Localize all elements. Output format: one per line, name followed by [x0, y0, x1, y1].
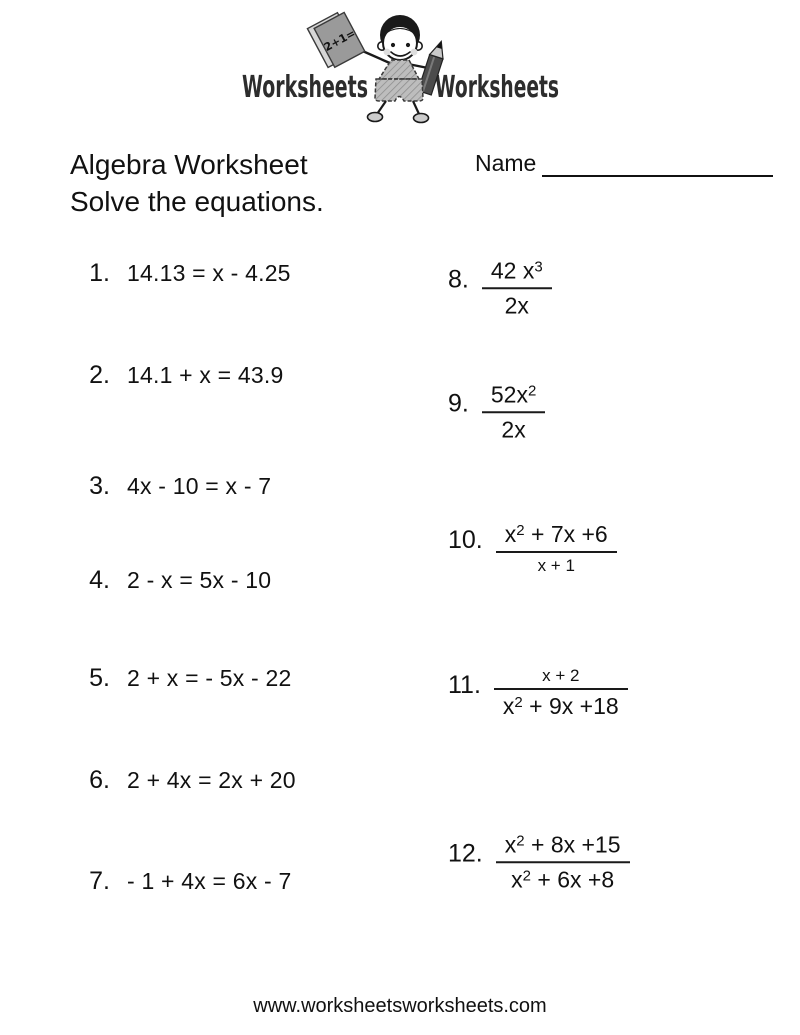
- eq-text: + 6x +8: [531, 866, 615, 892]
- problem-row-2: [86, 361, 283, 390]
- equation-text: 14.13 = x - 4.25: [127, 260, 291, 286]
- paper-stack-icon: [307, 10, 364, 70]
- equation-text: 2 + x = - 5x - 22: [127, 665, 292, 691]
- fraction: [496, 518, 617, 578]
- eq-exponent: 2: [527, 382, 537, 400]
- eq-text: x + 2: [542, 666, 580, 685]
- fraction-denominator: [496, 863, 630, 896]
- boy-mascot-icon: [307, 10, 448, 123]
- problem-row-7: [86, 867, 291, 896]
- fraction-denominator: [482, 413, 545, 446]
- problem-number: 11.: [448, 670, 481, 699]
- problem-row-11: [448, 663, 628, 723]
- problem-number: 1.: [89, 259, 110, 287]
- problem-number: 7.: [89, 867, 110, 895]
- problem-number: 6.: [89, 766, 110, 794]
- fraction-denominator: [482, 289, 552, 322]
- equation-text: 2 - x = 5x - 10: [127, 567, 272, 593]
- fraction-numerator: [496, 518, 617, 551]
- problem-number: 3.: [89, 472, 110, 500]
- worksheets-logo: [120, 8, 680, 140]
- eq-text: + 7x +6: [524, 521, 608, 547]
- problem-row-8: [448, 254, 552, 322]
- eq-text: x: [511, 866, 523, 892]
- fraction: [482, 378, 545, 446]
- fraction-numerator: [494, 663, 628, 688]
- equation-text: 14.1 + x = 43.9: [127, 362, 284, 388]
- footer-url: www.worksheetsworksheets.com: [253, 995, 547, 1017]
- eq-exponent: 3: [534, 258, 543, 276]
- page-title: Algebra Worksheet: [70, 149, 308, 180]
- problem-number: 8.: [448, 265, 469, 294]
- page-subtitle: Solve the equations.: [70, 186, 324, 217]
- equation-text: 4x - 10 = x - 7: [127, 473, 272, 499]
- equation-text: 2 + 4x = 2x + 20: [127, 767, 296, 793]
- title-block: [70, 146, 324, 220]
- name-label: Name: [475, 150, 537, 176]
- eq-text: x: [504, 521, 517, 547]
- logo-text-right: Worksheets: [435, 70, 559, 105]
- problem-number: 4.: [89, 566, 110, 594]
- fraction-numerator: [482, 378, 545, 411]
- problem-number: 5.: [89, 664, 110, 692]
- fraction: [496, 828, 630, 896]
- problem-row-1: [86, 259, 291, 288]
- eq-text: x: [504, 831, 517, 858]
- eq-exponent: 2: [516, 832, 525, 850]
- fraction-denominator: [494, 690, 628, 723]
- eq-text: + 8x +15: [524, 831, 621, 858]
- eq-exponent: 2: [516, 522, 525, 539]
- equation-text: - 1 + 4x = 6x - 7: [127, 868, 292, 894]
- problem-row-4: [86, 566, 271, 595]
- eq-text: 2x: [504, 292, 529, 318]
- name-blank-line: [542, 151, 773, 177]
- fraction-denominator: [496, 553, 617, 578]
- problem-row-3: [86, 472, 271, 501]
- fraction-numerator: [482, 254, 552, 287]
- problem-number: 10.: [448, 525, 483, 554]
- problem-row-9: [448, 378, 545, 446]
- eq-exponent: 2: [514, 694, 523, 712]
- eq-exponent: 2: [522, 867, 531, 884]
- fraction: [494, 663, 628, 723]
- eq-text: x: [502, 693, 515, 720]
- problem-row-10: [448, 518, 617, 578]
- eq-text: x + 1: [537, 555, 575, 575]
- fraction: [482, 254, 552, 322]
- problem-number: 12.: [448, 839, 483, 868]
- svg-text:2+1=: 2+1=: [321, 26, 358, 54]
- problem-row-6: [86, 766, 296, 795]
- eq-text: 42 x: [490, 257, 535, 284]
- eq-text: + 9x +18: [522, 693, 619, 720]
- problem-number: 2.: [89, 361, 110, 389]
- fraction-numerator: [496, 828, 630, 861]
- problem-row-5: [86, 664, 291, 693]
- logo-text-left: Worksheets: [242, 70, 368, 105]
- problem-number: 9.: [448, 389, 469, 418]
- problem-row-12: [448, 828, 630, 896]
- name-field: [475, 150, 773, 177]
- eq-text: 2x: [501, 416, 526, 442]
- eq-text: 52x: [490, 381, 528, 408]
